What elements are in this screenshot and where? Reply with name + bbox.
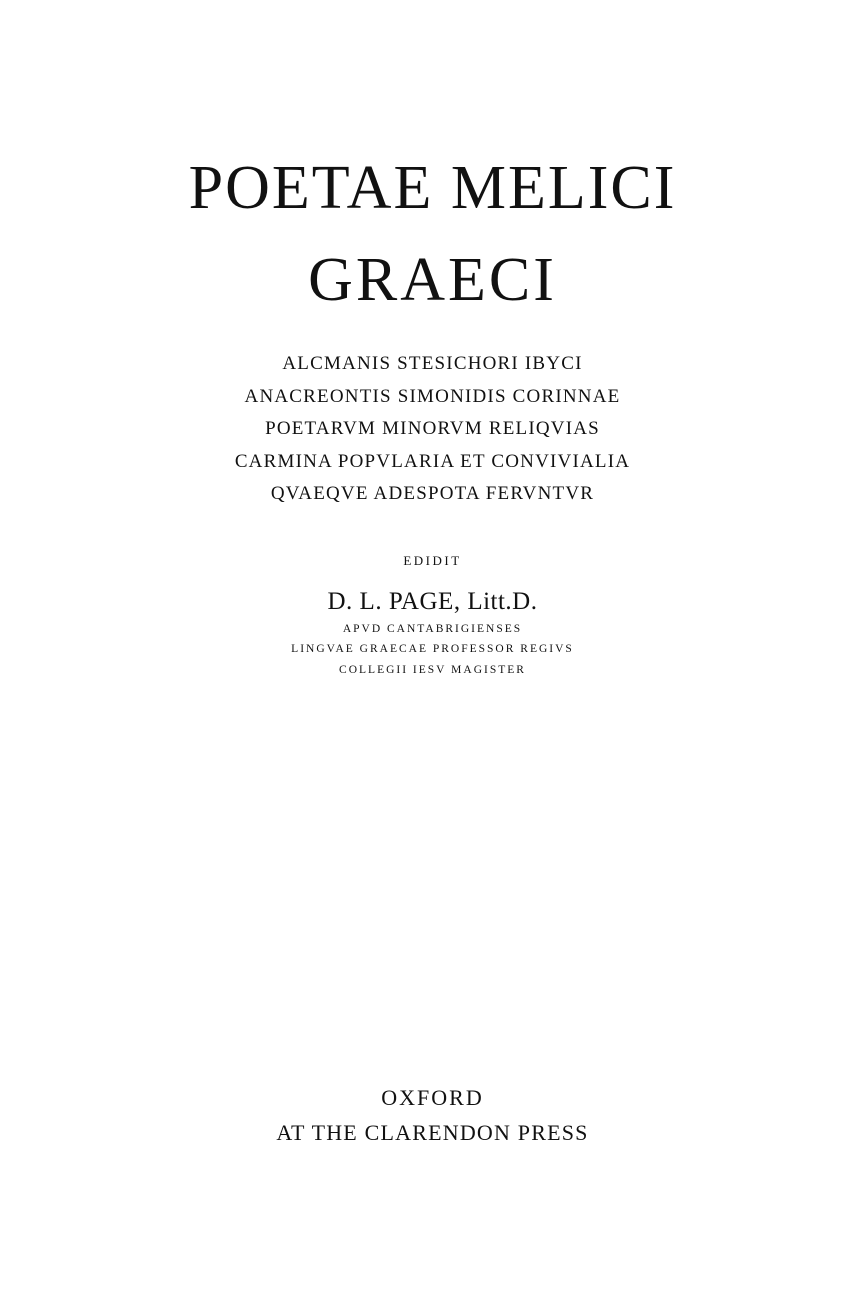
subtitle-line: ALCMANIS STESICHORI IBYCI bbox=[282, 353, 583, 374]
subtitle-line: QVAEQVE ADESPOTA FERVNTVR bbox=[270, 483, 595, 504]
editor-name: D. L. PAGE, Litt.D. bbox=[327, 588, 538, 615]
edidit-label: EDIDIT bbox=[403, 553, 462, 568]
subtitle-line: ANACREONTIS SIMONIDIS CORINNAE bbox=[244, 386, 621, 407]
subtitle-line: CARMINA POPVLARIA ET CONVIVIALIA bbox=[234, 451, 631, 472]
editor-credential-line: APVD CANTABRIGIENSES bbox=[342, 623, 523, 635]
editor-credential-line: COLLEGII IESV MAGISTER bbox=[339, 664, 526, 676]
editor-credential-line: LINGVAE GRAECAE PROFESSOR REGIVS bbox=[291, 643, 574, 655]
imprint-city: OXFORD bbox=[381, 1085, 484, 1110]
subtitle-line: POETARVM MINORVM RELIQVIAS bbox=[265, 418, 600, 439]
book-title-line-1: POETAE MELICI bbox=[188, 154, 677, 222]
imprint-publisher: AT THE CLARENDON PRESS bbox=[276, 1120, 589, 1145]
book-title-line-2: GRAECI bbox=[308, 246, 557, 314]
